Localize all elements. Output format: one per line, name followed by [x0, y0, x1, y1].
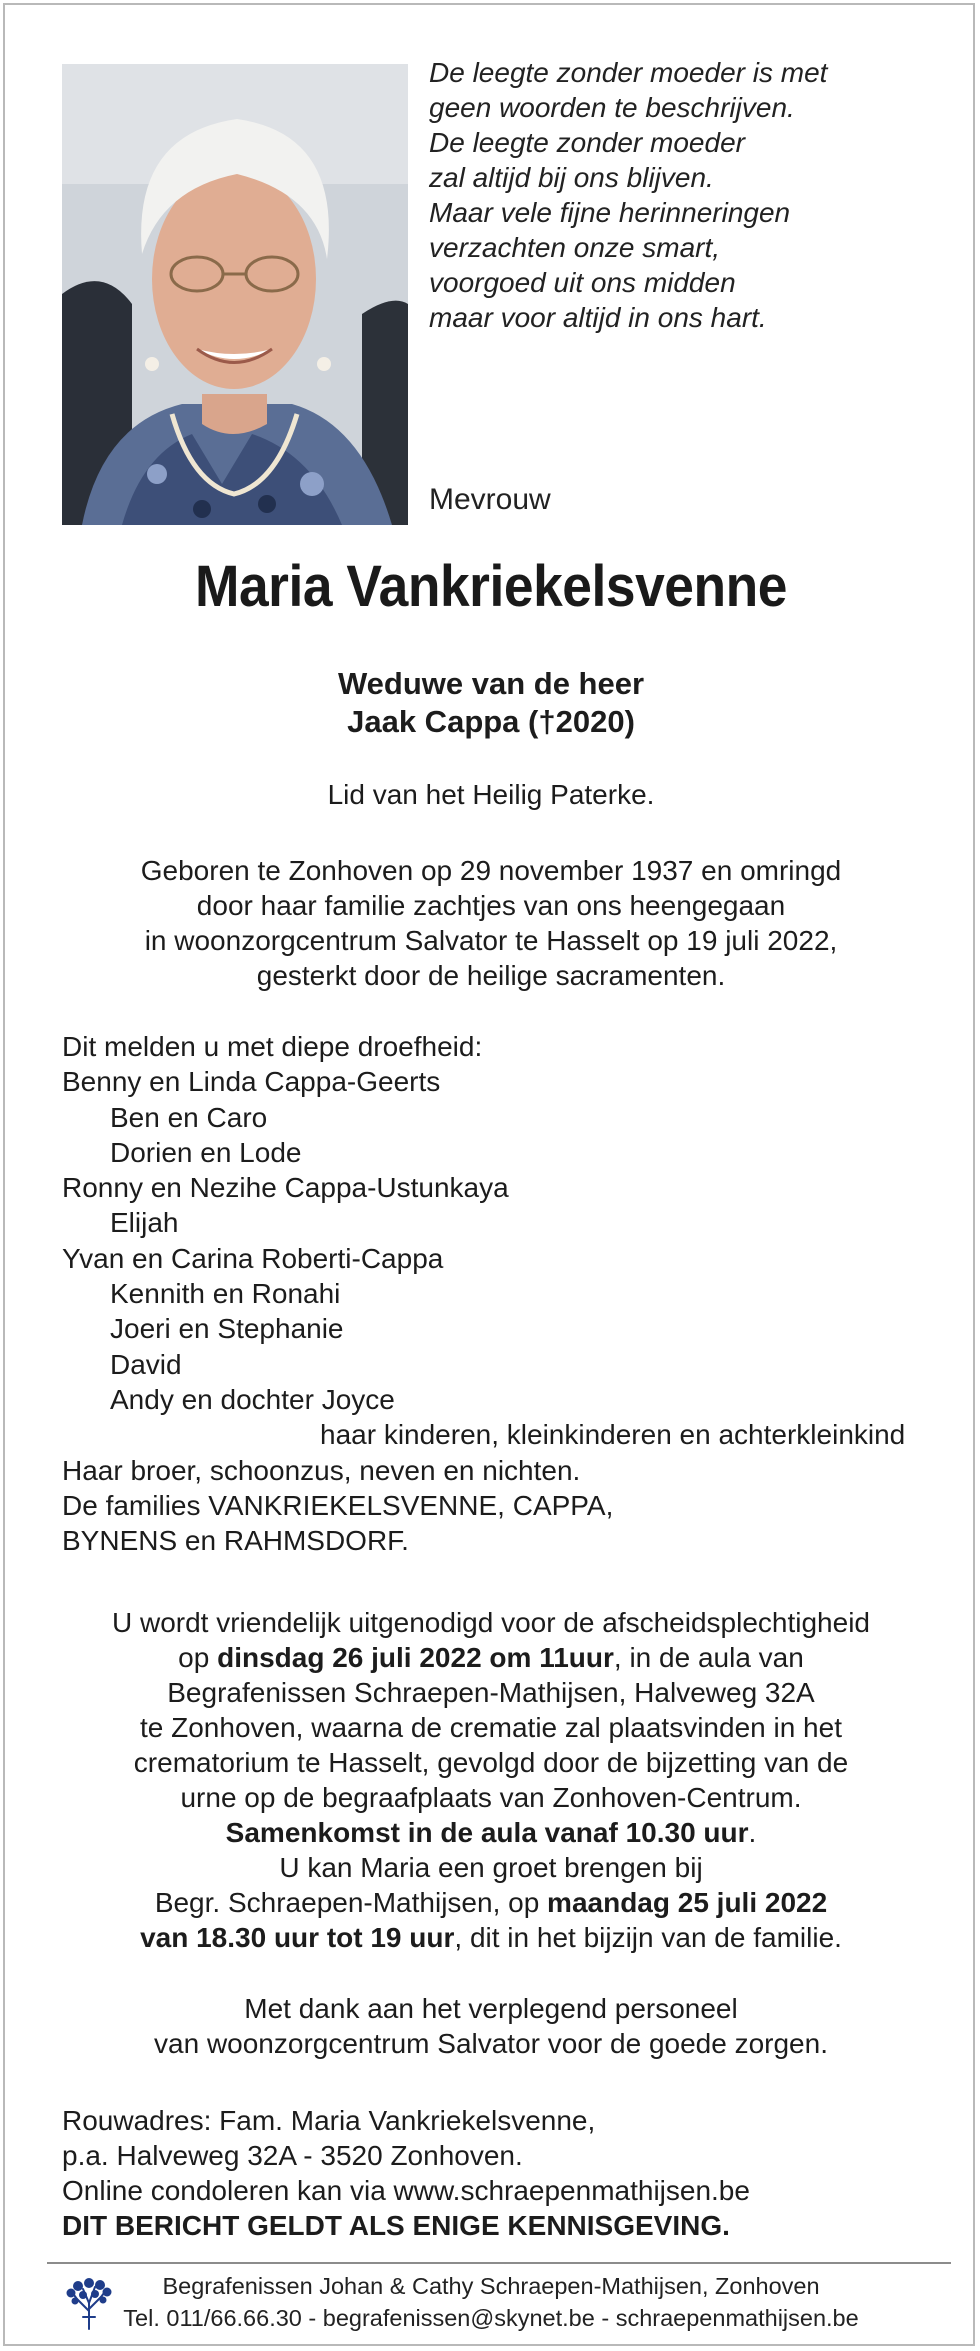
- ceremony-invitation: [5, 1605, 977, 1955]
- thanks-note: [5, 1991, 977, 2061]
- family-member: Benny en Linda Cappa-Geerts: [62, 1066, 441, 1098]
- birth-line: gesterkt door de heilige sacramenten.: [256, 960, 726, 991]
- invite-line: crematorium te Hasselt, gevolgd door de bijzetting van de: [133, 1747, 849, 1778]
- family-member: Kennith en Ronahi: [110, 1278, 341, 1310]
- family-member: Yvan en Carina Roberti-Cappa: [62, 1242, 444, 1274]
- poem-line: zal altijd bij ons blijven.: [429, 162, 714, 193]
- family-member: David: [110, 1348, 182, 1380]
- official-notice: DIT BERICHT GELDT ALS ENIGE KENNISGEVING.: [62, 2210, 730, 2241]
- family-member: Andy en dochter Joyce: [110, 1383, 395, 1415]
- portrait-illustration: [62, 64, 408, 525]
- birth-line: Geboren te Zonhoven op 29 november 1937 en omringd: [140, 855, 842, 886]
- visit-date: maandag 25 juli 2022: [547, 1887, 828, 1918]
- funeral-home-footer: [5, 2270, 977, 2334]
- condolence-line: Online condoleren kan via www.schraepenmathijsen.be: [62, 2175, 750, 2206]
- invite-line: [5, 1815, 977, 1850]
- invite-line: te Zonhoven, waarna de crematie zal plaatsvinden in het: [140, 1712, 842, 1743]
- funeral-home-contact: Tel. 011/66.66.30 - begrafenissen@skynet.be - schraepenmathijsen.be: [123, 2305, 859, 2331]
- thanks-line: Met dank aan het verplegend personeel: [244, 1993, 738, 2024]
- family-member: Ronny en Nezihe Cappa-Ustunkaya: [62, 1172, 509, 1204]
- birth-info: [5, 853, 977, 993]
- invite-line: Begrafenissen Schraepen-Mathijsen, Halveweg 32A: [167, 1677, 815, 1708]
- obituary-card: [3, 3, 975, 2346]
- family-member: Elijah: [110, 1207, 179, 1239]
- family-intro: Dit melden u met diepe droefheid:: [62, 1031, 483, 1062]
- footer-divider: [47, 2262, 951, 2264]
- portrait-photo: [62, 64, 408, 525]
- invite-text: Begr. Schraepen-Mathijsen, op: [154, 1887, 548, 1918]
- invite-line: [5, 1885, 977, 1920]
- family-relation: haar kinderen, kleinkinderen en achterkleinkind: [320, 1419, 906, 1451]
- family-list: [62, 1029, 962, 1558]
- birth-line: in woonzorgcentrum Salvator te Hasselt op 19 juli 2022,: [144, 925, 838, 956]
- invite-line: [5, 1920, 977, 1955]
- widow-line: Weduwe van de heer: [337, 666, 645, 701]
- deceased-name: Maria Vankriekelsvenne: [194, 554, 788, 619]
- title-prefix: Mevrouw: [429, 483, 551, 516]
- poem-line: verzachten onze smart,: [429, 232, 721, 263]
- widow-info: [5, 665, 977, 741]
- poem: [429, 55, 949, 335]
- membership: Lid van het Heilig Paterke.: [327, 779, 655, 810]
- poem-line: geen woorden te beschrijven.: [429, 92, 795, 123]
- widow-line: Jaak Cappa (†2020): [347, 704, 635, 739]
- address-line: p.a. Halveweg 32A - 3520 Zonhoven.: [62, 2140, 523, 2171]
- thanks-line: van woonzorgcentrum Salvator voor de goede zorgen.: [154, 2028, 828, 2059]
- poem-line: maar voor altijd in ons hart.: [429, 302, 767, 333]
- visit-time: van 18.30 uur tot 19 uur: [140, 1922, 455, 1953]
- family-member: BYNENS en RAHMSDORF.: [62, 1525, 409, 1557]
- address-line: Rouwadres: Fam. Maria Vankriekelsvenne,: [62, 2105, 596, 2136]
- poem-line: De leegte zonder moeder is met: [429, 57, 828, 88]
- funeral-home-name: Begrafenissen Johan & Cathy Schraepen-Mathijsen, Zonhoven: [162, 2273, 820, 2299]
- birth-line: door haar familie zachtjes van ons heengegaan: [196, 890, 786, 921]
- invite-text: , dit in het bijzijn van de familie.: [454, 1922, 842, 1953]
- family-member: De families VANKRIEKELSVENNE, CAPPA,: [62, 1489, 614, 1521]
- family-member: Dorien en Lode: [110, 1136, 302, 1168]
- gathering-time: Samenkomst in de aula vanaf 10.30 uur: [225, 1817, 749, 1848]
- invite-text: op: [178, 1642, 218, 1673]
- family-member: Joeri en Stephanie: [110, 1313, 344, 1345]
- poem-line: Maar vele fijne herinneringen: [429, 197, 791, 228]
- invite-text: , in de aula van: [613, 1642, 804, 1673]
- invite-line: [5, 1640, 977, 1675]
- invite-line: urne op de begraafplaats van Zonhoven-Centrum.: [180, 1782, 802, 1813]
- family-member: Haar broer, schoonzus, neven en nichten.: [62, 1454, 581, 1486]
- poem-line: voorgoed uit ons midden: [429, 267, 736, 298]
- invite-line: U kan Maria een groet brengen bij: [279, 1852, 703, 1883]
- family-member: Ben en Caro: [110, 1101, 268, 1133]
- ceremony-date: dinsdag 26 juli 2022 om 11uur: [217, 1642, 614, 1673]
- invite-line: U wordt vriendelijk uitgenodigd voor de afscheidsplechtigheid: [111, 1607, 870, 1638]
- poem-line: De leegte zonder moeder: [429, 127, 745, 158]
- invite-text: .: [748, 1817, 757, 1848]
- mourning-address: [62, 2103, 942, 2243]
